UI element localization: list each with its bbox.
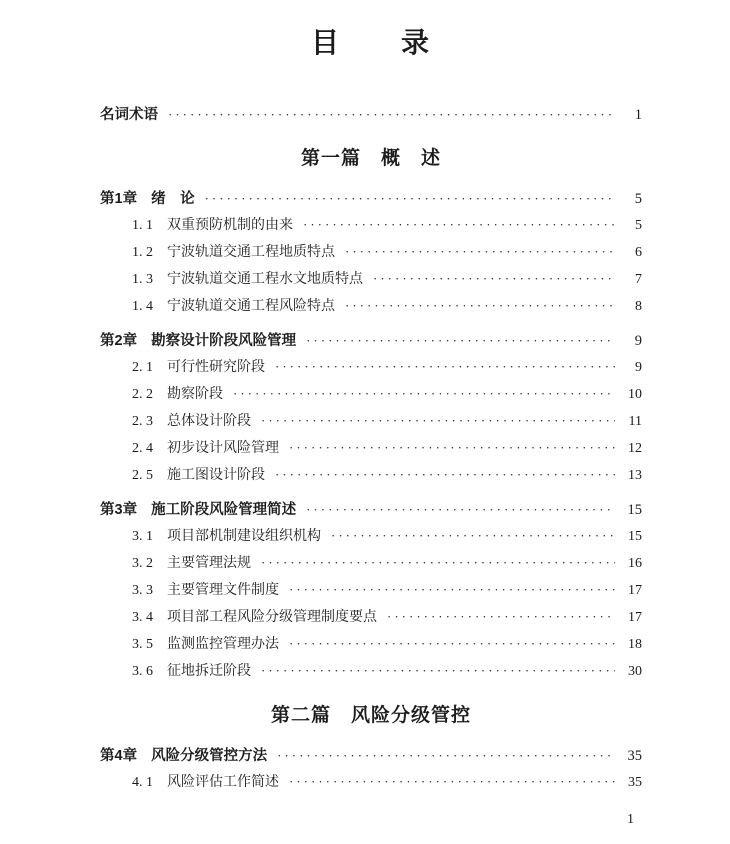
- chapter-entry: [100, 743, 642, 769]
- section-entry: [100, 658, 642, 685]
- section-entry: [100, 769, 642, 796]
- section-entry: [100, 239, 642, 266]
- section-entry-number: 4. 1: [132, 775, 153, 790]
- section-entry-page-number: 7: [635, 272, 642, 287]
- section-entry: [100, 523, 642, 550]
- dotted-leader: [289, 631, 615, 658]
- section-entry: [100, 604, 642, 631]
- section-entry-page-number: 30: [628, 664, 642, 679]
- section-entry-number: 3. 4: [132, 610, 153, 625]
- section-entry-title: 项目部工程风险分级管理制度要点: [167, 610, 377, 625]
- chapter-entry: [100, 328, 642, 354]
- part-title: 第一篇 概 述: [300, 148, 441, 169]
- section-entry: [100, 293, 642, 320]
- section-entry-page-number: 6: [635, 245, 642, 260]
- front-entry: [100, 102, 642, 128]
- toc-body: [100, 146, 642, 796]
- dotted-leader: [303, 212, 615, 239]
- section-entry-page-number: 12: [628, 441, 642, 456]
- dotted-leader: [306, 497, 615, 523]
- section-entry: [100, 631, 642, 658]
- section-entry-page-number: 17: [628, 610, 642, 625]
- front-entry-page-number: 1: [634, 107, 642, 123]
- section-entry: [100, 462, 642, 489]
- dotted-leader: [261, 658, 615, 685]
- section-entry-title: 双重预防机制的由来: [167, 218, 293, 233]
- section-entry-title: 施工图设计阶段: [167, 468, 265, 483]
- front-entry-title: 名词术语: [100, 107, 158, 123]
- section-entry-page-number: 5: [635, 218, 642, 233]
- section-entry-number: 1. 2: [132, 245, 153, 260]
- section-entry-number: 3. 3: [132, 583, 153, 598]
- section-entry-title: 宁波轨道交通工程水文地质特点: [167, 272, 363, 287]
- page-number: 1: [627, 812, 634, 827]
- section-entry-number: 1. 4: [132, 299, 153, 314]
- chapter-entry-number: 第3章: [100, 502, 138, 518]
- section-entry-number: 1. 3: [132, 272, 153, 287]
- chapter-entry-title: 风险分级管控方法: [151, 748, 268, 764]
- section-entry-number: 3. 6: [132, 664, 153, 679]
- section-entry-number: 1. 1: [132, 218, 153, 233]
- section-entry-page-number: 10: [628, 387, 642, 402]
- chapter-entry-page-number: 5: [634, 191, 642, 207]
- dotted-leader: [205, 186, 615, 212]
- section-entry-title: 宁波轨道交通工程风险特点: [167, 299, 335, 314]
- dotted-leader: [275, 462, 615, 489]
- section-entry-title: 宁波轨道交通工程地质特点: [167, 245, 335, 260]
- dotted-leader: [289, 769, 615, 796]
- chapter-entry-page-number: 9: [634, 333, 642, 349]
- dotted-leader: [275, 354, 615, 381]
- dotted-leader: [331, 523, 615, 550]
- section-entry-title: 总体设计阶段: [167, 414, 251, 429]
- front-entries: [100, 102, 642, 128]
- dotted-leader: [289, 435, 615, 462]
- section-entry-page-number: 9: [635, 360, 642, 375]
- section-entry-number: 2. 2: [132, 387, 153, 402]
- dotted-leader: [233, 381, 615, 408]
- dotted-leader: [373, 266, 615, 293]
- chapter-entry-number: 第2章: [100, 333, 138, 349]
- chapter-entry-title: 勘察设计阶段风险管理: [151, 333, 297, 349]
- section-entry-number: 3. 1: [132, 529, 153, 544]
- section-entry-title: 主要管理文件制度: [167, 583, 279, 598]
- chapter-entry: [100, 497, 642, 523]
- section-entry-page-number: 18: [628, 637, 642, 652]
- dotted-leader: [277, 743, 615, 769]
- part-title: 第二篇 风险分级管控: [270, 705, 471, 726]
- section-entry-page-number: 16: [628, 556, 642, 571]
- page-title: 目 录: [310, 28, 431, 59]
- section-entry-title: 可行性研究阶段: [167, 360, 265, 375]
- chapter-entry-number: 第1章: [100, 191, 138, 207]
- section-entry-title: 征地拆迁阶段: [167, 664, 251, 679]
- dotted-leader: [345, 239, 615, 266]
- section-entry-number: 2. 4: [132, 441, 153, 456]
- section-entry-page-number: 15: [628, 529, 642, 544]
- chapter-entry-title: 绪 论: [151, 191, 195, 207]
- dotted-leader: [261, 550, 615, 577]
- section-entry-number: 2. 5: [132, 468, 153, 483]
- section-entry-number: 2. 1: [132, 360, 153, 375]
- dotted-leader: [168, 102, 615, 128]
- section-entry: [100, 354, 642, 381]
- chapter-entry-title: 施工阶段风险管理简述: [151, 502, 297, 518]
- section-entry: [100, 435, 642, 462]
- section-entry: [100, 381, 642, 408]
- section-entry: [100, 408, 642, 435]
- section-entry-title: 勘察阶段: [167, 387, 223, 402]
- section-entry-title: 初步设计风险管理: [167, 441, 279, 456]
- section-entry: [100, 266, 642, 293]
- chapter-entry-page-number: 15: [627, 502, 642, 518]
- section-entry: [100, 212, 642, 239]
- chapter-entry: [100, 186, 642, 212]
- dotted-leader: [289, 577, 615, 604]
- section-entry-title: 项目部机制建设组织机构: [167, 529, 321, 544]
- section-entry-title: 主要管理法规: [167, 556, 251, 571]
- chapter-entry-page-number: 35: [627, 748, 642, 764]
- section-entry-number: 3. 5: [132, 637, 153, 652]
- section-entry: [100, 577, 642, 604]
- section-entry-page-number: 11: [628, 414, 642, 429]
- section-entry-page-number: 17: [628, 583, 642, 598]
- dotted-leader: [261, 408, 615, 435]
- section-entry-number: 3. 2: [132, 556, 153, 571]
- dotted-leader: [306, 328, 615, 354]
- section-entry-number: 2. 3: [132, 414, 153, 429]
- section-entry-page-number: 8: [635, 299, 642, 314]
- section-entry-title: 风险评估工作简述: [167, 775, 279, 790]
- dotted-leader: [387, 604, 615, 631]
- section-entry: [100, 550, 642, 577]
- section-entry-page-number: 35: [628, 775, 642, 790]
- dotted-leader: [345, 293, 615, 320]
- section-entry-title: 监测监控管理办法: [167, 637, 279, 652]
- chapter-entry-number: 第4章: [100, 748, 138, 764]
- section-entry-page-number: 13: [628, 468, 642, 483]
